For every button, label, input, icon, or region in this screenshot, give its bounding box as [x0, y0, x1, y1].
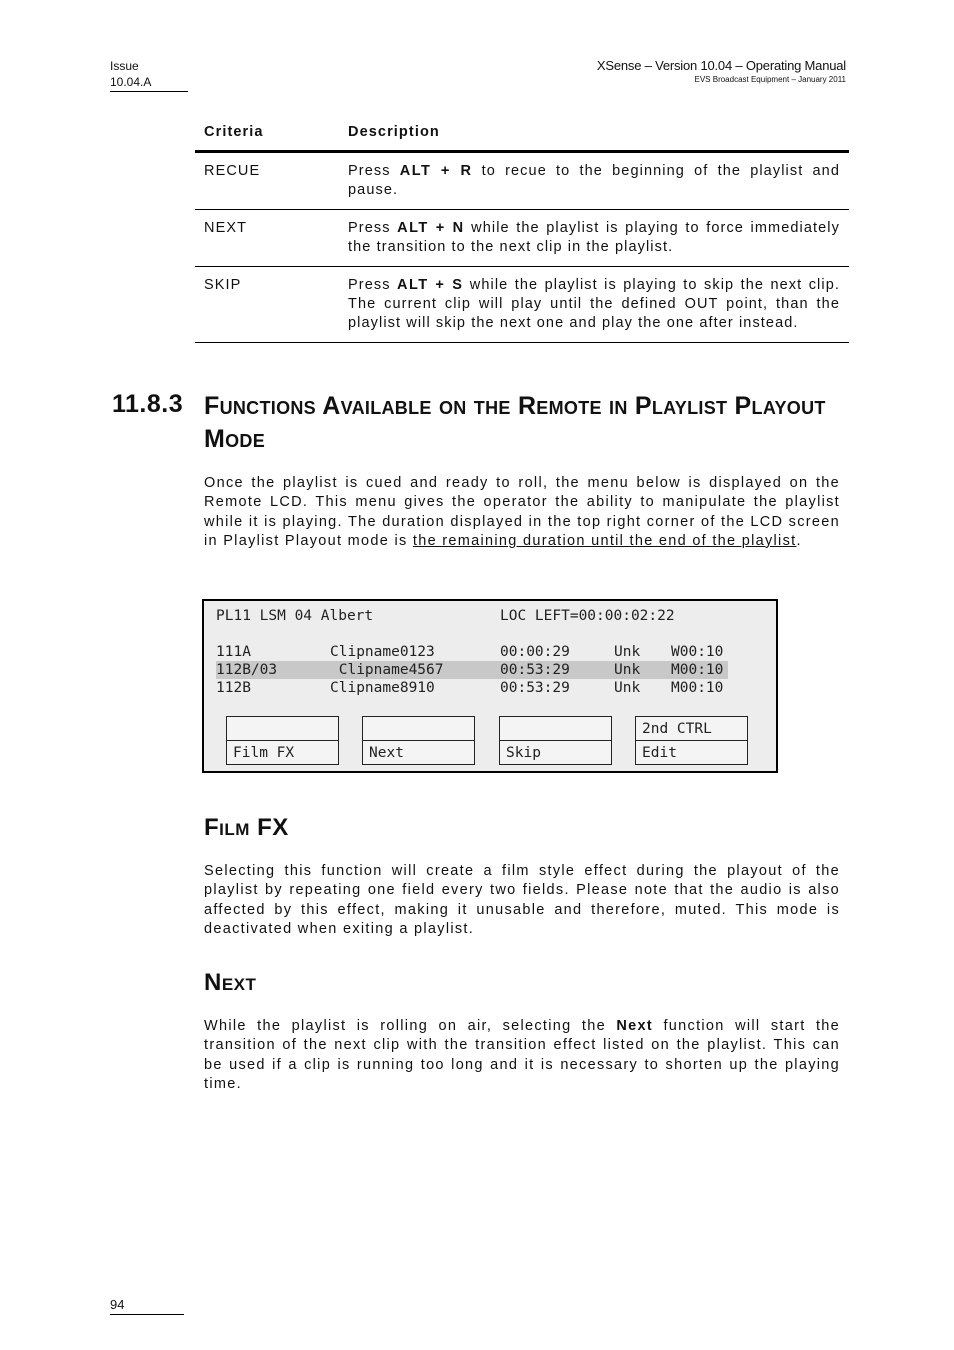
softkey-top-label	[227, 717, 338, 741]
criteria-table	[195, 118, 849, 343]
softkey-bottom-label: Skip	[506, 745, 541, 761]
lcd-row-timecode: 00:53:29	[500, 662, 570, 678]
page-number: 94	[110, 1297, 184, 1315]
film-fx-heading: Film FX	[204, 814, 289, 841]
lcd-row-timecode: 00:53:29	[500, 680, 570, 696]
lcd-row-name: Clipname0123	[330, 644, 435, 660]
description-cell	[339, 267, 849, 343]
shortcut-key: ALT + N	[397, 220, 465, 236]
lcd-selected-row-highlight	[216, 661, 728, 679]
lcd-row-id: 112B/03	[216, 662, 278, 678]
description-text: while the playlist is playing to force immediately the transition to the next clip in the playlist.	[348, 220, 840, 255]
film-fx-paragraph: Selecting this function will create a film style effect during the playout of the playlist by repeating one field every two fields. Please note that the audio is also affected by this effect, making it unusable and therefore, muted. This mode is deactivated when exiting a playlist.	[204, 863, 840, 937]
section-title: Functions Available on the Remote in Playlist Playout Mode	[204, 392, 826, 453]
description-column-header: Description	[339, 118, 849, 152]
intro-underlined-text: the remaining duration until the end of the playlist	[412, 532, 797, 549]
next-paragraph	[204, 1017, 840, 1094]
next-text: While the playlist is rolling on air, selecting the	[204, 1018, 617, 1034]
softkey-bottom-label: Next	[369, 745, 404, 761]
description-text: while the playlist is playing to skip the next clip. The current clip will play until the defined OUT point, than the playlist will skip the next one and play the one after instead.	[348, 277, 840, 331]
lcd-row-name: Clipname4567	[330, 662, 444, 678]
description-cell	[339, 210, 849, 267]
lcd-row-name: Clipname8910	[330, 680, 435, 696]
lcd-row-timecode: 00:00:29	[500, 644, 570, 660]
lcd-title-left: PL11 LSM 04 Albert	[216, 608, 374, 624]
manual-header	[597, 58, 846, 85]
description-text: Press	[348, 220, 398, 236]
lcd-row-effect: M00:10	[671, 680, 724, 696]
lcd-row-type: Unk	[614, 680, 641, 696]
intro-text: Once the playlist is cued and ready to roll, the menu below is displayed on the Remote LCD. This menu gives the operator the ability to manipulate the playlist while it is playing. The duration displayed in the top right corner of the LCD screen in Playlist Playout mode is	[204, 475, 840, 549]
publisher-line: EVS Broadcast Equipment – January 2011	[694, 75, 846, 84]
next-heading: Next	[204, 969, 257, 996]
issue-number: 10.04.A	[110, 75, 152, 89]
next-bold-term: Next	[616, 1018, 654, 1034]
criteria-column-header: Criteria	[195, 118, 339, 152]
description-cell	[339, 152, 849, 210]
manual-title: XSense – Version 10.04 – Operating Manual	[596, 58, 846, 73]
intro-end: .	[796, 532, 802, 549]
lcd-softkey-film-fx[interactable]	[226, 716, 339, 765]
table-row	[195, 152, 849, 210]
table-row	[195, 267, 849, 343]
lcd-title-right: LOC LEFT=00:00:02:22	[500, 608, 675, 624]
description-text: Press	[348, 277, 397, 293]
lcd-softkey-skip[interactable]	[499, 716, 612, 765]
criteria-cell: NEXT	[195, 210, 339, 267]
lcd-row-type: Unk	[614, 644, 641, 660]
softkey-top-label	[500, 717, 611, 741]
shortcut-key: ALT + S	[396, 277, 464, 293]
lcd-row-type: Unk	[614, 662, 641, 678]
softkey-bottom-label: Film FX	[233, 745, 295, 761]
lcd-row-effect: M00:10	[671, 662, 724, 678]
issue-block	[110, 58, 188, 92]
criteria-cell: SKIP	[195, 267, 339, 343]
lcd-row-id: 111A	[216, 644, 251, 660]
criteria-cell: RECUE	[195, 152, 339, 210]
table-row	[195, 210, 849, 267]
section-number: 11.8.3	[112, 390, 184, 418]
remote-lcd-screen	[202, 599, 778, 773]
softkey-top-label: 2nd CTRL	[636, 717, 747, 741]
lcd-softkey-next[interactable]	[362, 716, 475, 765]
lcd-softkey-edit[interactable]	[635, 716, 748, 765]
lcd-row-effect: W00:10	[671, 644, 724, 660]
description-text: to recue to the beginning of the playlist and pause.	[348, 163, 840, 198]
table-header-row	[195, 118, 849, 152]
next-text: function will start the transition of the next clip with the transition effect listed on the playlist. This can be used if a clip is running too long and it is necessary to shorten up the playing time.	[204, 1018, 840, 1092]
shortcut-key: ALT + R	[399, 163, 473, 179]
softkey-top-label	[363, 717, 474, 741]
intro-paragraph	[204, 474, 840, 551]
issue-label: Issue	[110, 59, 139, 73]
lcd-row-id: 112B	[216, 680, 251, 696]
description-text: Press	[348, 163, 400, 179]
softkey-bottom-label: Edit	[642, 745, 677, 761]
